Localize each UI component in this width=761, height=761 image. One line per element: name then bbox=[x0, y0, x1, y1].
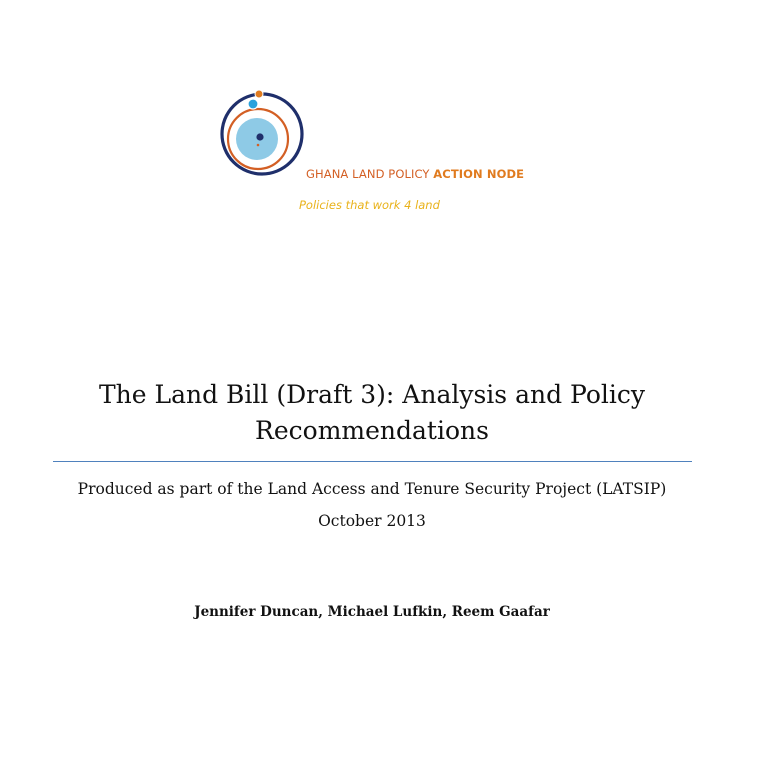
logo-center-dot bbox=[256, 133, 263, 140]
organization-name bbox=[306, 166, 524, 182]
logo-blue-orbit-dot bbox=[248, 99, 258, 109]
author-list: Jennifer Duncan, Michael Lufkin, Reem Gaafar bbox=[194, 604, 550, 620]
document-title bbox=[40, 377, 704, 449]
organization-name-bold: ACTION NODE bbox=[433, 167, 525, 181]
publication-date: October 2013 bbox=[318, 512, 426, 530]
orbit-circle-logo-icon bbox=[215, 87, 311, 183]
document-title-line-2: Recommendations bbox=[255, 416, 489, 445]
title-divider bbox=[53, 461, 692, 462]
project-statement: Produced as part of the Land Access and Tenure Security Project (LATSIP) bbox=[77, 480, 667, 498]
logo-core bbox=[236, 118, 278, 160]
logo-orange-spot bbox=[257, 144, 260, 147]
organization-tagline: Policies that work 4 land bbox=[299, 198, 440, 212]
document-title-line-1: The Land Bill (Draft 3): Analysis and Policy bbox=[98, 380, 646, 409]
logo-orange-orbit-dot bbox=[255, 90, 263, 98]
organization-name-plain: GHANA LAND POLICY bbox=[306, 167, 434, 181]
